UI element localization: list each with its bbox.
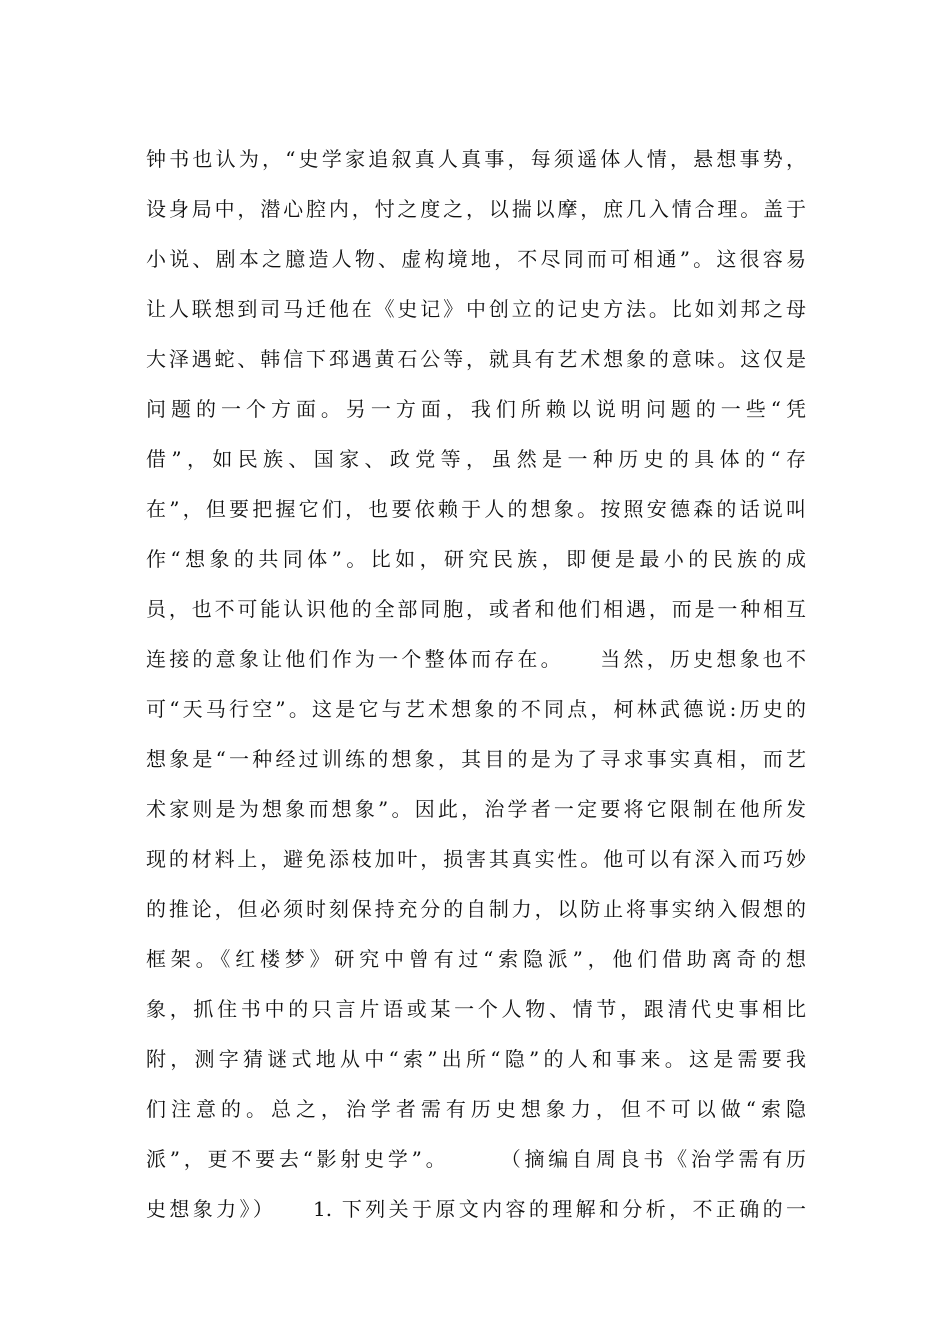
text-line: 连接的意象让他们作为一个整体而存在。 当然，历史想象也不 xyxy=(146,647,806,671)
text-line: 设身局中，潜心腔内，忖之度之，以揣以摩，庶几入情合理。盖于 xyxy=(146,197,806,221)
text-line: 大泽遇蛇、韩信下邳遇黄石公等，就具有艺术想象的意味。这仅是 xyxy=(146,347,806,371)
body-text xyxy=(146,134,806,1234)
text-line: 员，也不可能认识他的全部同胞，或者和他们相遇，而是一种相互 xyxy=(146,597,806,621)
text-line: 小说、剧本之臆造人物、虚构境地，不尽同而可相通”。这很容易 xyxy=(146,247,806,271)
text-line: 钟书也认为，“史学家追叙真人真事，每须遥体人情，悬想事势， xyxy=(146,147,806,171)
text-line: 派”，更不要去“影射史学”。 （摘编自周良书《治学需有历 xyxy=(146,1147,806,1171)
text-line: 作“想象的共同体”。比如，研究民族，即便是最小的民族的成 xyxy=(146,547,806,571)
text-line: 让人联想到司马迁他在《史记》中创立的记史方法。比如刘邦之母 xyxy=(146,297,806,321)
text-line: 的推论，但必须时刻保持充分的自制力，以防止将事实纳入假想的 xyxy=(146,897,806,921)
text-line: 可“天马行空”。这是它与艺术想象的不同点，柯林武德说:历史的 xyxy=(146,697,806,721)
text-line: 框架。《红楼梦》研究中曾有过“索隐派”，他们借助离奇的想 xyxy=(146,947,806,971)
text-line: 想象是“一种经过训练的想象，其目的是为了寻求事实真相，而艺 xyxy=(146,747,806,771)
text-line: 现的材料上，避免添枝加叶，损害其真实性。他可以有深入而巧妙 xyxy=(146,847,806,871)
text-line: 们注意的。总之，治学者需有历史想象力，但不可以做“索隐 xyxy=(146,1097,806,1121)
text-line: 问题的一个方面。另一方面，我们所赖以说明问题的一些“凭 xyxy=(146,397,806,421)
text-line: 附，测字猜谜式地从中“索”出所“隐”的人和事来。这是需要我 xyxy=(146,1047,806,1071)
text-line: 在”，但要把握它们，也要依赖于人的想象。按照安德森的话说叫 xyxy=(146,497,806,521)
text-line: 术家则是为想象而想象”。因此，治学者一定要将它限制在他所发 xyxy=(146,797,806,821)
text-line: 象，抓住书中的只言片语或某一个人物、情节，跟清代史事相比 xyxy=(146,997,806,1021)
text-line: 史想象力》） 1. 下列关于原文内容的理解和分析，不正确的一 xyxy=(146,1197,806,1221)
text-line: 借”，如民族、国家、政党等，虽然是一种历史的具体的“存 xyxy=(146,447,806,471)
